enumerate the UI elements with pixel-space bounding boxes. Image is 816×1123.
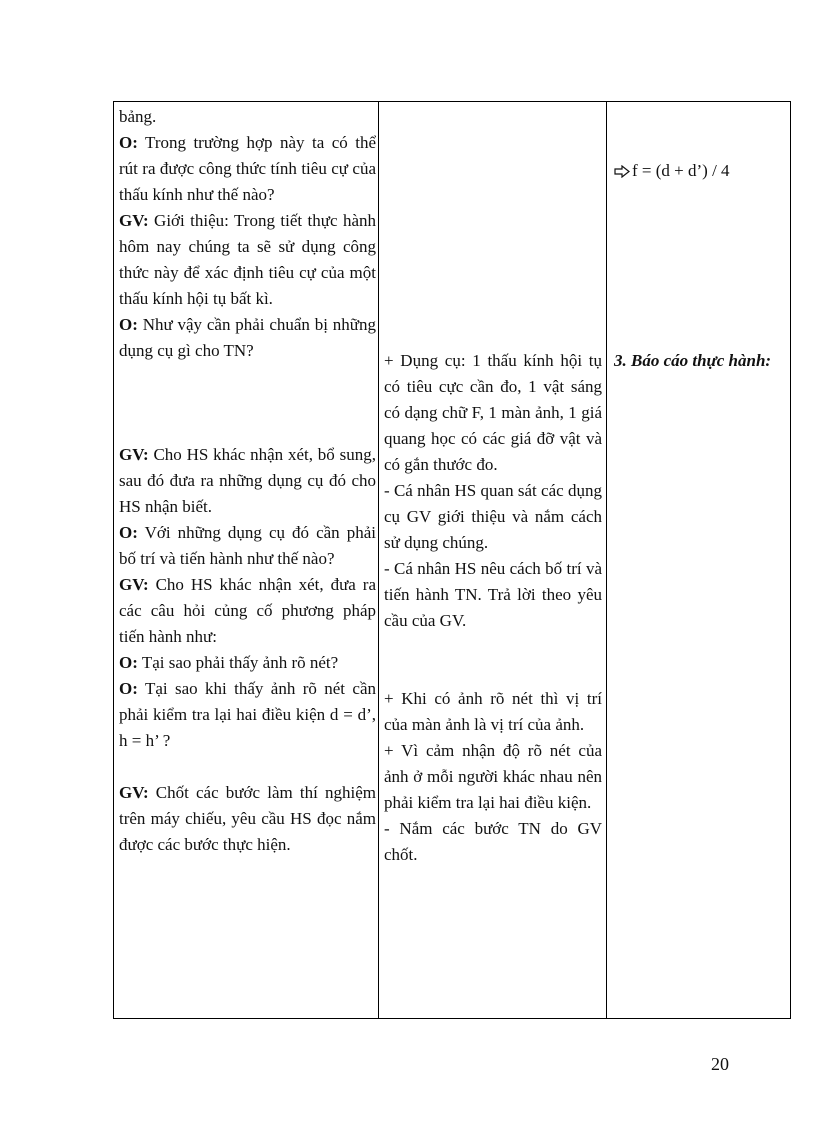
teacher-activity-column: [119, 104, 376, 858]
formula-line: [614, 158, 786, 186]
student-activity-column: [384, 348, 602, 868]
content-column: [614, 158, 786, 186]
focal-length-formula: f = (d + d’) / 4: [632, 161, 730, 180]
activity-paragraph: O: Tại sao khi thấy ảnh rõ nét cần phải kiểm tra lại hai điều kiện d = d’, h = h’ ?: [119, 679, 376, 750]
student-paragraph: - Cá nhân HS quan sát các dụng cụ GV giới thiệu và nắm cách sử dụng chúng.: [384, 481, 602, 552]
column-divider: [378, 102, 379, 1018]
content-column-heading: [614, 348, 786, 374]
activity-paragraph: bảng.: [119, 107, 157, 126]
activity-paragraph: GV: Cho HS khác nhận xét, đưa ra các câu hỏi củng cố phương pháp tiến hành như:: [119, 575, 376, 646]
activity-paragraph: GV: Cho HS khác nhận xét, bổ sung, sau đó đưa ra những dụng cụ đó cho HS nhận biết.: [119, 445, 376, 516]
activity-paragraph: GV: Chốt các bước làm thí nghiệm trên máy chiếu, yêu cầu HS đọc nắm được các bước thực hiện.: [119, 783, 376, 854]
activity-paragraph: O: Trong trường hợp này ta có thể rút ra được công thức tính tiêu cự của thấu kính như thế nào?: [119, 133, 376, 204]
page-number: 20: [711, 1054, 729, 1074]
column-divider: [606, 102, 607, 1018]
activity-paragraph: O: Như vậy cần phải chuẩn bị những dụng cụ gì cho TN?: [119, 315, 376, 360]
student-paragraph: + Vì cảm nhận độ rõ nét của ảnh ở mỗi người khác nhau nên phải kiểm tra lại hai điều kiện.: [384, 741, 602, 812]
student-paragraph: + Dụng cụ: 1 thấu kính hội tụ có tiêu cực cần đo, 1 vật sáng có dạng chữ F, 1 màn ảnh, 1 giá quang học có các giá đỡ vật và có gắn thước đo.: [384, 351, 602, 474]
student-paragraph: + Khi có ảnh rõ nét thì vị trí của màn ảnh là vị trí của ảnh.: [384, 689, 602, 734]
activity-paragraph: GV: Giới thiệu: Trong tiết thực hành hôm nay chúng ta sẽ sử dụng công thức này để xác định tiêu cự của một thấu kính hội tụ bất kì.: [119, 211, 376, 308]
section-heading: 3. Báo cáo thực hành:: [614, 351, 772, 370]
arrow-right-icon: [614, 160, 632, 186]
student-paragraph: - Cá nhân HS nêu cách bố trí và tiến hành TN. Trả lời theo yêu cầu của GV.: [384, 559, 602, 630]
activity-paragraph: O: Tại sao phải thấy ảnh rõ nét?: [119, 653, 339, 672]
lesson-table: [113, 101, 791, 1019]
activity-paragraph: O: Với những dụng cụ đó cần phải bố trí và tiến hành như thế nào?: [119, 523, 376, 568]
student-paragraph: - Nắm các bước TN do GV chốt.: [384, 819, 602, 864]
